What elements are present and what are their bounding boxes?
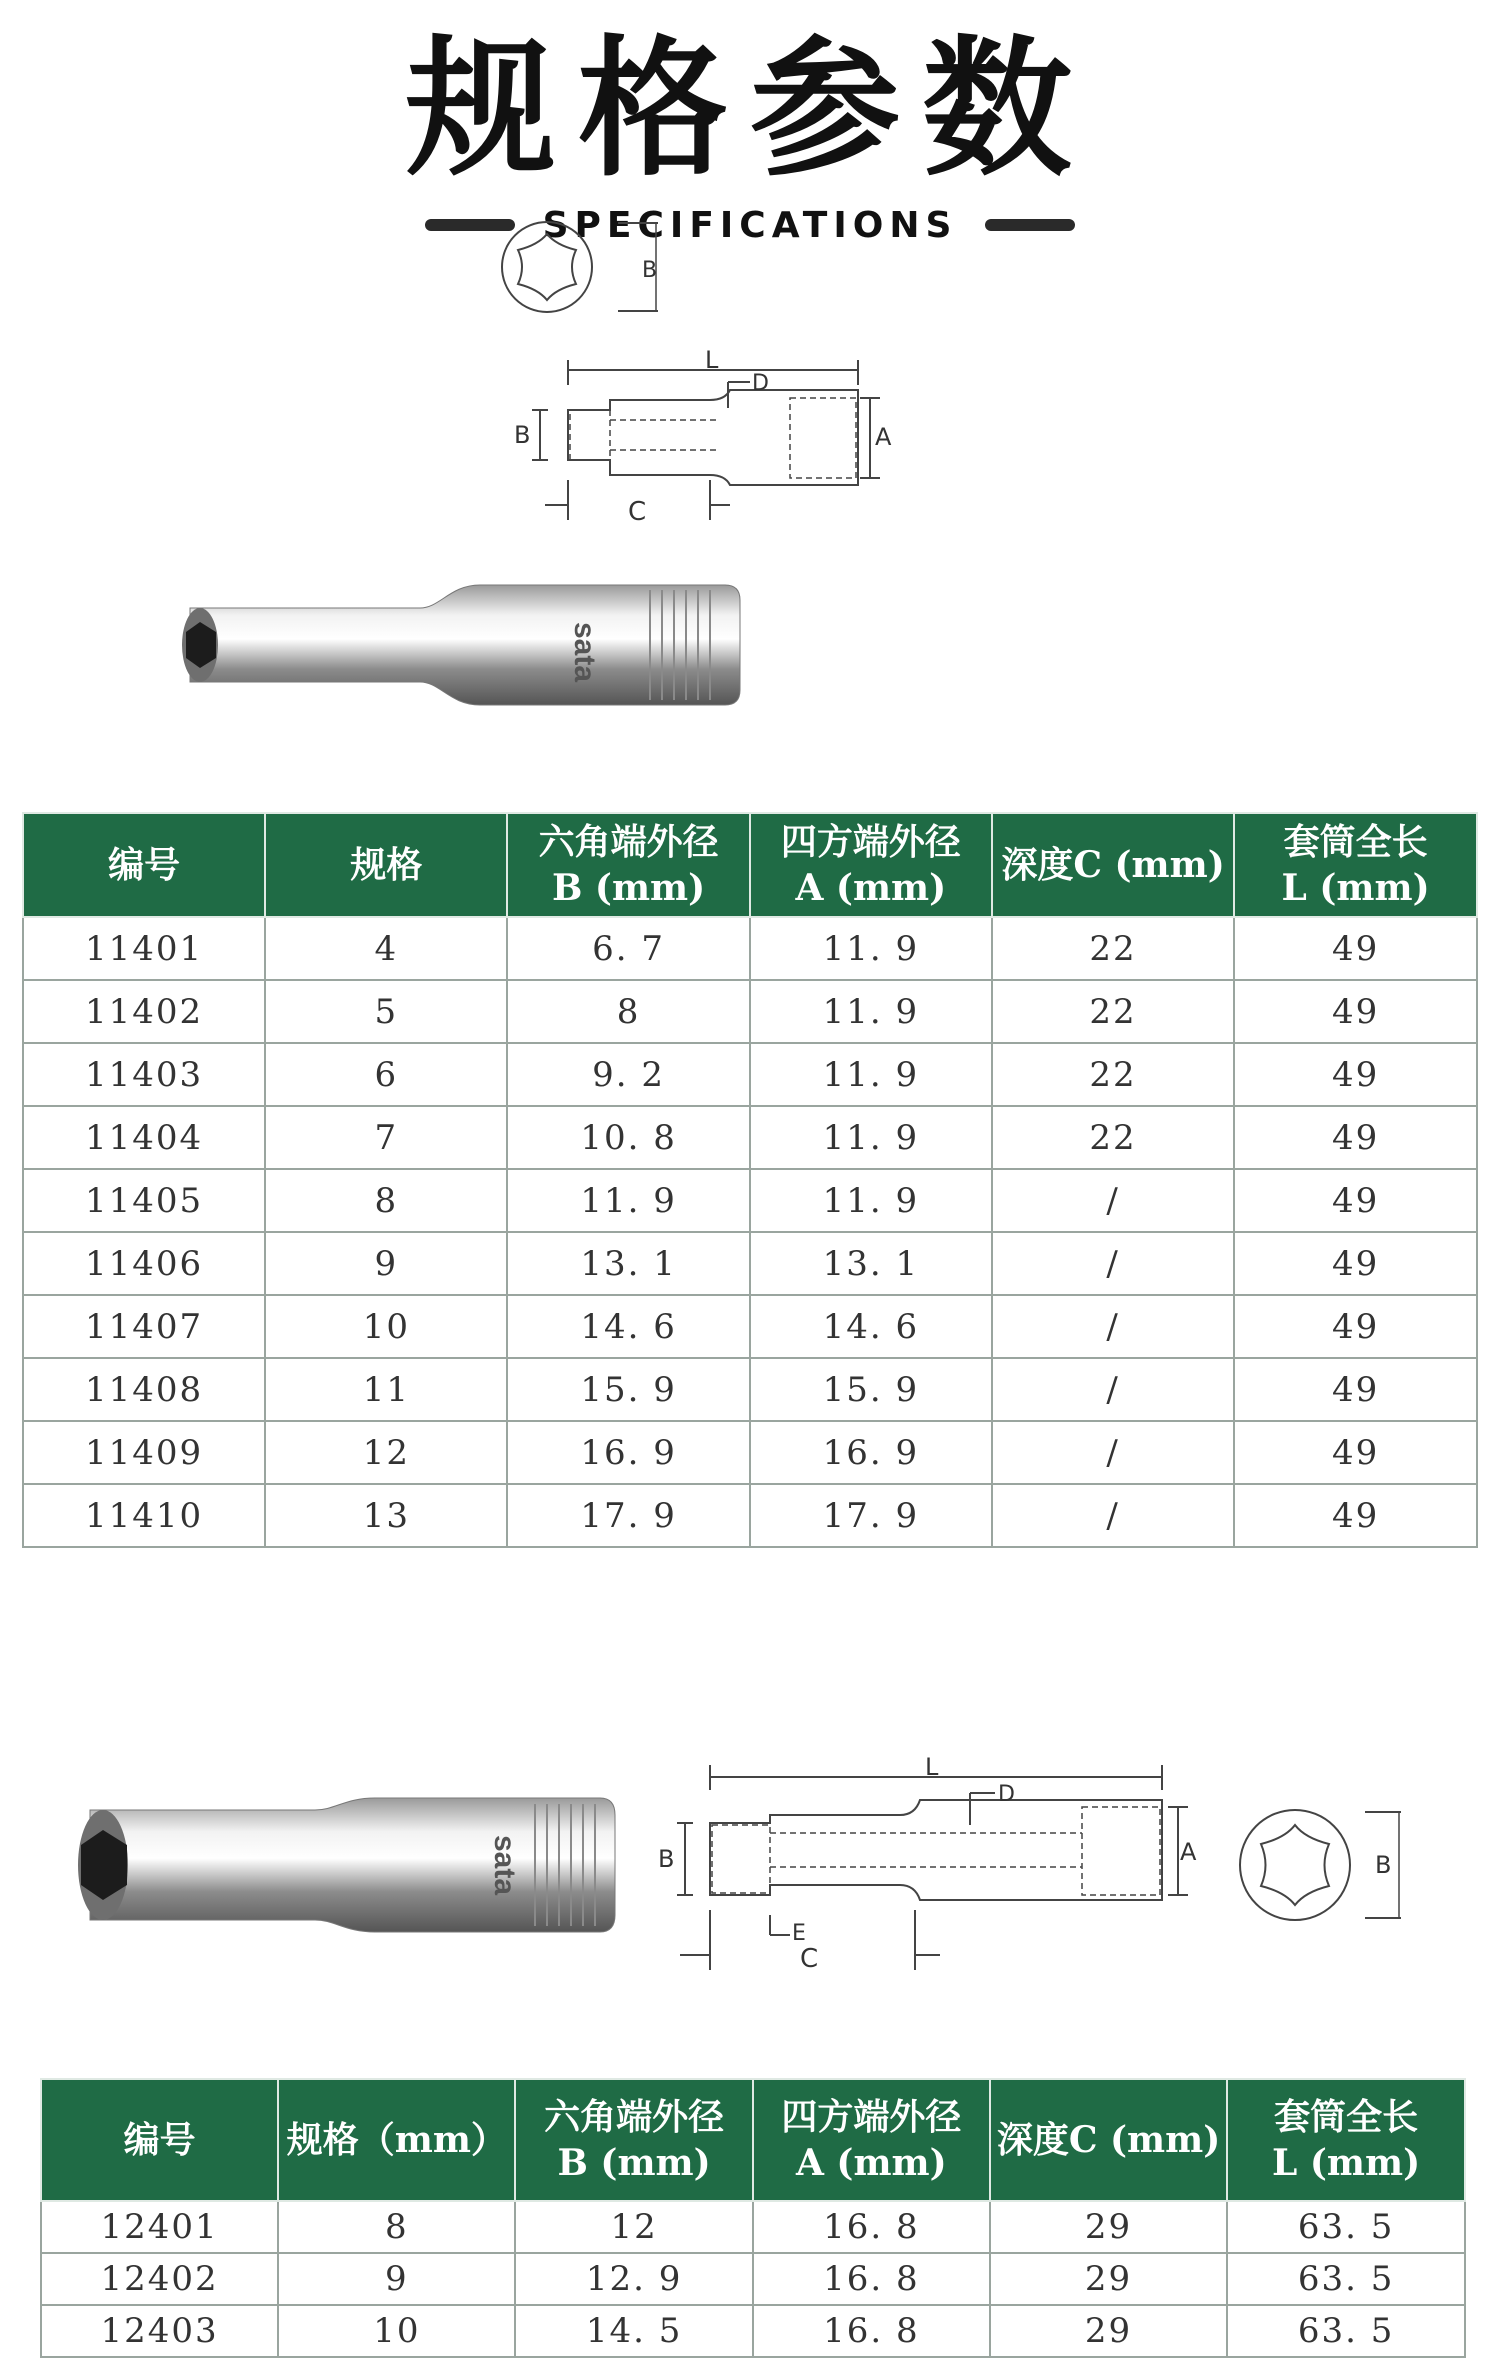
header-cell: [990, 2079, 1227, 2201]
table-header-row: [23, 813, 1477, 917]
page-subtitle: SPECIFICATIONS: [542, 204, 958, 246]
header-line1: 六角端外径: [538, 821, 719, 863]
cell-part-number: 11402: [23, 980, 265, 1043]
header-cell: [750, 813, 992, 917]
header-line1: 四方端外径: [780, 821, 961, 863]
header-cell: [1234, 813, 1477, 917]
cell-part-number: 11410: [23, 1484, 265, 1547]
cell-square-diameter: 11. 9: [750, 1169, 992, 1232]
cell-part-number: 11403: [23, 1043, 265, 1106]
cell-size: 11: [265, 1358, 507, 1421]
cell-hex-diameter: 12: [515, 2201, 752, 2253]
table-row: [23, 1232, 1477, 1295]
cell-length: 49: [1234, 1169, 1477, 1232]
header-line1: 编号: [123, 2119, 196, 2161]
cell-square-diameter: 11. 9: [750, 1043, 992, 1106]
header-cell: [992, 813, 1234, 917]
cell-depth: 22: [992, 917, 1234, 980]
page-title: 规格参数: [405, 23, 1094, 197]
cell-size: 7: [265, 1106, 507, 1169]
cell-length: 49: [1234, 1106, 1477, 1169]
cell-size: 10: [265, 1295, 507, 1358]
cell-part-number: 12402: [41, 2253, 278, 2305]
header-line2: L (mm): [1272, 2142, 1421, 2184]
dim-label-e-2: E: [792, 1921, 806, 1946]
cell-square-diameter: 15. 9: [750, 1358, 992, 1421]
header-line1: 深度C (mm): [996, 2119, 1221, 2161]
cell-size: 10: [278, 2305, 515, 2357]
dim-label-c-1: C: [628, 497, 647, 527]
dim-label-d-1: D: [752, 371, 769, 396]
cell-hex-diameter: 13. 1: [507, 1232, 749, 1295]
spec-table-1: [22, 812, 1478, 1548]
dim-label-d-2: D: [998, 1782, 1015, 1807]
cell-hex-diameter: 9. 2: [507, 1043, 749, 1106]
table-row: [23, 1421, 1477, 1484]
cell-size: 9: [265, 1232, 507, 1295]
header-line1: 四方端外径: [781, 2096, 962, 2138]
dim-label-b-2: B: [658, 1845, 675, 1873]
cell-length: 49: [1234, 1295, 1477, 1358]
table-row: [23, 1358, 1477, 1421]
header-line1: 规格: [350, 844, 423, 886]
cell-part-number: 11406: [23, 1232, 265, 1295]
dimension-diagram-2: [650, 1745, 1210, 2005]
cell-hex-diameter: 10. 8: [507, 1106, 749, 1169]
cell-size: 8: [265, 1169, 507, 1232]
cell-length: 63. 5: [1227, 2253, 1465, 2305]
cell-size: 9: [278, 2253, 515, 2305]
dim-label-b-hex-2: B: [1375, 1851, 1392, 1879]
cell-square-diameter: 11. 9: [750, 1106, 992, 1169]
table-row: [23, 1484, 1477, 1547]
cell-hex-diameter: 6. 7: [507, 917, 749, 980]
header-line1: 规格（mm）: [286, 2119, 507, 2161]
table-row: [23, 917, 1477, 980]
dimension-diagram-1: [500, 330, 910, 530]
cell-size: 12: [265, 1421, 507, 1484]
cell-hex-diameter: 11. 9: [507, 1169, 749, 1232]
header-cell: [278, 2079, 515, 2201]
cell-part-number: 11405: [23, 1169, 265, 1232]
header-cell: [753, 2079, 990, 2201]
cell-hex-diameter: 14. 6: [507, 1295, 749, 1358]
table-row: [23, 1043, 1477, 1106]
cell-part-number: 11409: [23, 1421, 265, 1484]
cell-length: 49: [1234, 1043, 1477, 1106]
cell-length: 49: [1234, 1358, 1477, 1421]
cell-square-diameter: 17. 9: [750, 1484, 992, 1547]
cell-size: 6: [265, 1043, 507, 1106]
cell-length: 49: [1234, 1421, 1477, 1484]
header-line1: 套筒全长: [1274, 2096, 1419, 2138]
cell-depth: /: [992, 1484, 1234, 1547]
cell-square-diameter: 11. 9: [750, 980, 992, 1043]
table-row: [23, 1169, 1477, 1232]
table-row: [41, 2305, 1465, 2357]
cell-depth: 29: [990, 2201, 1227, 2253]
cell-depth: /: [992, 1358, 1234, 1421]
decor-bar-right: [985, 219, 1075, 231]
dim-label-b-1: B: [514, 421, 531, 449]
header-cell: [265, 813, 507, 917]
header-line1: 深度C (mm): [1001, 844, 1225, 886]
cell-depth: 29: [990, 2253, 1227, 2305]
header-line2: B (mm): [551, 867, 706, 909]
cell-depth: 22: [992, 980, 1234, 1043]
socket-photo-1: [180, 570, 750, 720]
header-cell: [41, 2079, 278, 2201]
cell-square-diameter: 11. 9: [750, 917, 992, 980]
cell-length: 63. 5: [1227, 2201, 1465, 2253]
cell-depth: /: [992, 1295, 1234, 1358]
dim-label-c-2: C: [800, 1944, 819, 1974]
table-row: [23, 980, 1477, 1043]
header-line2: L (mm): [1281, 867, 1430, 909]
cell-size: 5: [265, 980, 507, 1043]
header-line2: B (mm): [557, 2142, 711, 2184]
cell-depth: /: [992, 1169, 1234, 1232]
cell-square-diameter: 14. 6: [750, 1295, 992, 1358]
brand-mark-1: sata: [568, 621, 601, 683]
cell-hex-diameter: 17. 9: [507, 1484, 749, 1547]
table-row: [41, 2201, 1465, 2253]
cell-depth: /: [992, 1421, 1234, 1484]
spec-table-2: [40, 2078, 1466, 2358]
dim-label-l-1: L: [705, 346, 719, 374]
cell-square-diameter: 16. 8: [753, 2253, 990, 2305]
cell-size: 4: [265, 917, 507, 980]
cell-part-number: 11404: [23, 1106, 265, 1169]
cell-length: 49: [1234, 1232, 1477, 1295]
cell-square-diameter: 16. 8: [753, 2305, 990, 2357]
header-line1: 六角端外径: [544, 2096, 725, 2138]
cell-hex-diameter: 12. 9: [515, 2253, 752, 2305]
cell-square-diameter: 16. 9: [750, 1421, 992, 1484]
brand-mark-2: sata: [488, 1834, 521, 1896]
cell-depth: 22: [992, 1043, 1234, 1106]
cell-part-number: 11408: [23, 1358, 265, 1421]
dim-label-b-hex-1: B: [642, 258, 658, 283]
socket-photo-2: [75, 1790, 625, 1940]
header-cell: [23, 813, 265, 917]
header-cell: [515, 2079, 752, 2201]
header-cell: [1227, 2079, 1465, 2201]
cell-length: 49: [1234, 917, 1477, 980]
header-line1: 套筒全长: [1283, 821, 1428, 863]
table-row: [41, 2253, 1465, 2305]
cell-length: 49: [1234, 1484, 1477, 1547]
subtitle-row: [0, 200, 1500, 250]
cell-size: 13: [265, 1484, 507, 1547]
cell-part-number: 12403: [41, 2305, 278, 2357]
dim-label-a-2: A: [1180, 1838, 1197, 1866]
cell-hex-diameter: 16. 9: [507, 1421, 749, 1484]
cell-length: 63. 5: [1227, 2305, 1465, 2357]
cell-square-diameter: 13. 1: [750, 1232, 992, 1295]
header-line1: 编号: [108, 844, 181, 886]
cell-size: 8: [278, 2201, 515, 2253]
cell-hex-diameter: 8: [507, 980, 749, 1043]
table-row: [23, 1106, 1477, 1169]
cell-length: 49: [1234, 980, 1477, 1043]
cell-hex-diameter: 15. 9: [507, 1358, 749, 1421]
cell-depth: 29: [990, 2305, 1227, 2357]
header-cell: [507, 813, 749, 917]
cell-part-number: 11407: [23, 1295, 265, 1358]
cell-part-number: 12401: [41, 2201, 278, 2253]
table-header-row: [41, 2079, 1465, 2201]
cell-square-diameter: 16. 8: [753, 2201, 990, 2253]
cell-depth: 22: [992, 1106, 1234, 1169]
dim-label-a-1: A: [875, 423, 892, 451]
cell-part-number: 11401: [23, 917, 265, 980]
dim-label-l-2: L: [925, 1753, 939, 1781]
cell-depth: /: [992, 1232, 1234, 1295]
cell-hex-diameter: 14. 5: [515, 2305, 752, 2357]
header-line2: A (mm): [795, 2142, 947, 2184]
header-line2: A (mm): [795, 867, 947, 909]
table-row: [23, 1295, 1477, 1358]
hex-view-2: [1225, 1800, 1405, 1930]
hex-view-1: [488, 215, 658, 325]
